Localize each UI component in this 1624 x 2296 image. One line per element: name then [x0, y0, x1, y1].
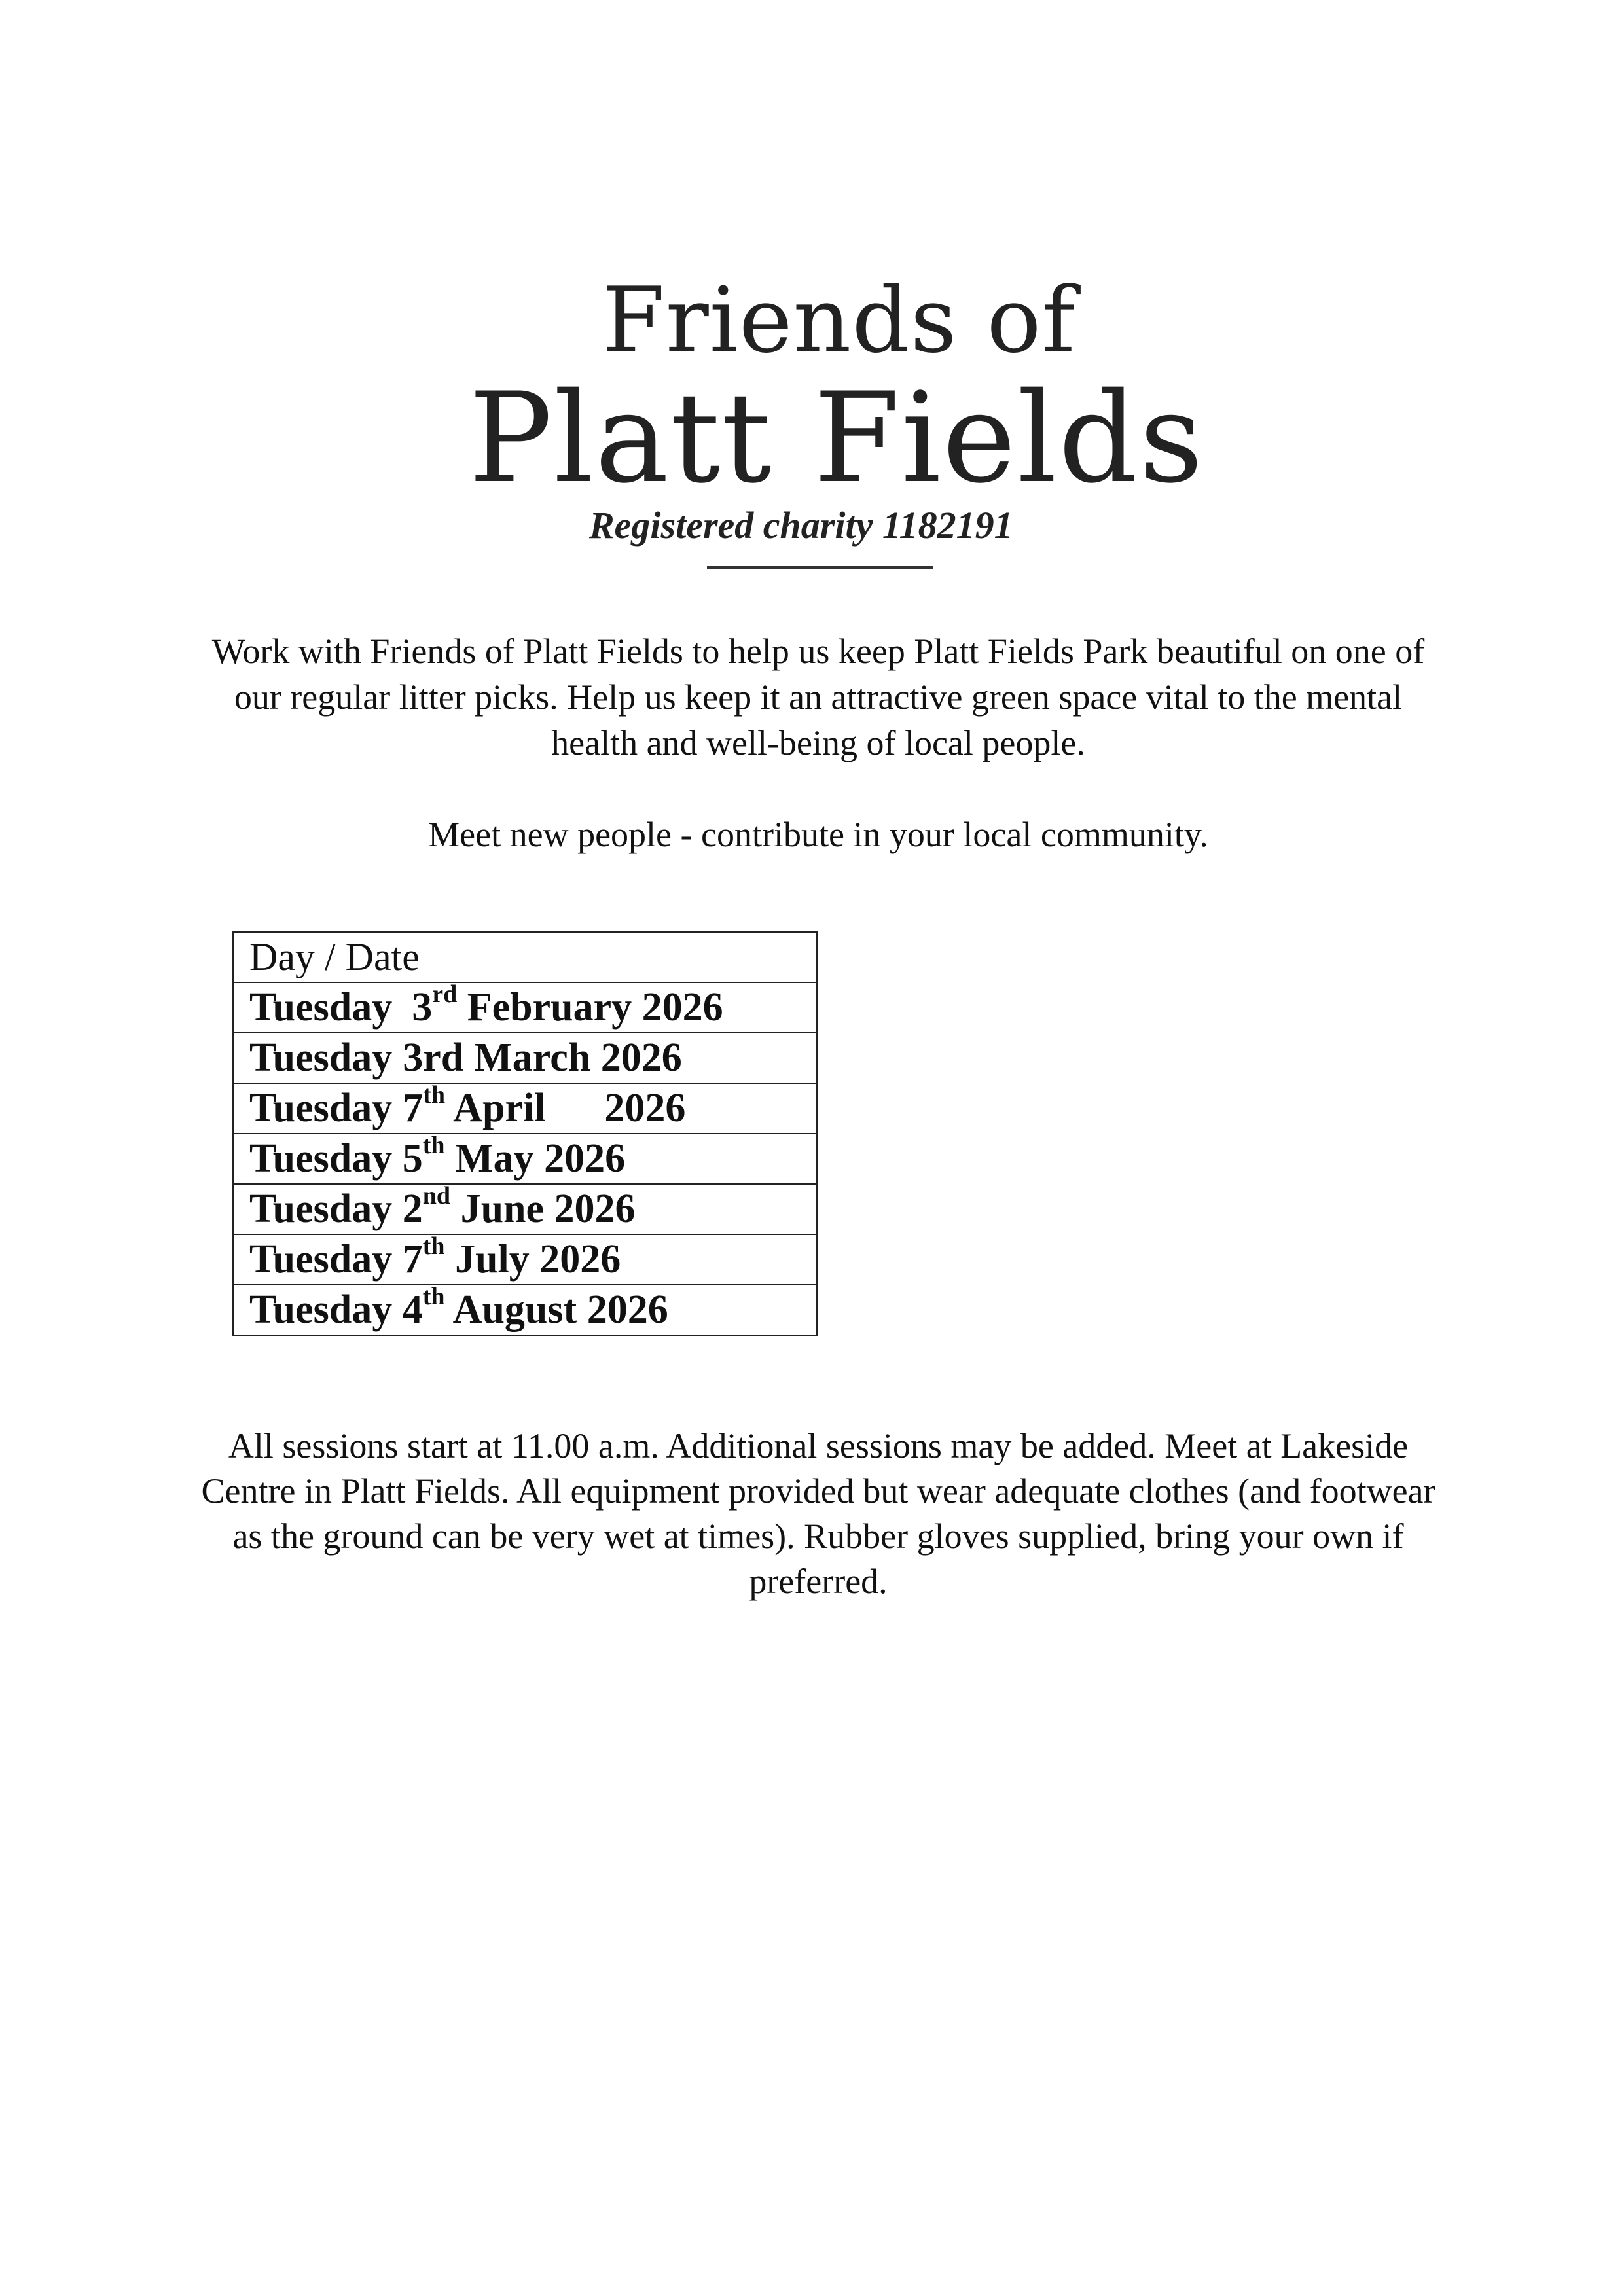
table-header-row	[233, 932, 817, 982]
date-month: June	[460, 1187, 545, 1231]
date-day: Tuesday	[249, 1035, 393, 1080]
date-month: May	[455, 1136, 534, 1181]
date-cell	[233, 982, 817, 1033]
date-month: July	[455, 1237, 530, 1282]
date-suffix: th	[423, 1081, 446, 1109]
table-row	[233, 1184, 817, 1234]
date-suffix: th	[422, 1283, 445, 1311]
date-number: 3	[412, 985, 433, 1030]
date-day: Tuesday	[249, 1187, 393, 1231]
date-number: 7	[402, 1237, 423, 1282]
date-suffix: rd	[432, 980, 458, 1009]
date-year: 2026	[586, 1287, 668, 1332]
date-cell	[233, 1285, 817, 1335]
intro-block	[190, 628, 1447, 766]
date-month: April	[453, 1086, 546, 1130]
date-day: Tuesday	[249, 1237, 393, 1282]
date-cell	[233, 1234, 817, 1285]
date-number: 5	[402, 1136, 423, 1181]
date-day: Tuesday	[249, 1086, 393, 1130]
date-suffix: th	[422, 1132, 445, 1160]
date-suffix: th	[422, 1232, 445, 1261]
date-cell	[233, 1134, 817, 1184]
date-month: March	[474, 1035, 591, 1080]
date-cell	[233, 1033, 817, 1083]
date-cell	[233, 1083, 817, 1134]
table-row	[233, 1033, 817, 1083]
date-month: February	[467, 985, 632, 1030]
date-year: 2026	[539, 1237, 621, 1282]
date-day: Tuesday	[249, 1136, 393, 1181]
date-year: 2026	[604, 1086, 686, 1130]
date-number: 4	[402, 1287, 423, 1332]
logo-registered-charity: Registered charity 1182191	[589, 504, 1013, 547]
logo-friends-of: Friends of	[602, 268, 1076, 373]
date-number: 7	[403, 1086, 424, 1130]
table-row	[233, 1234, 817, 1285]
date-number: 3rd	[403, 1035, 464, 1080]
date-year: 2026	[544, 1136, 626, 1181]
date-year: 2026	[554, 1187, 636, 1231]
date-day: Tuesday	[249, 1287, 393, 1332]
date-year: 2026	[600, 1035, 682, 1080]
date-suffix: nd	[422, 1182, 451, 1210]
table-row	[233, 982, 817, 1033]
table-row	[233, 1134, 817, 1184]
date-month: August	[452, 1287, 577, 1332]
intro-paragraph: Work with Friends of Platt Fields to help us keep Platt Fields Park beautiful on one of our regular litter picks. Help us keep it an attractive green space vital to the mental health and well-being of local people.	[211, 632, 1425, 762]
logo-divider	[707, 566, 933, 569]
charity-logo	[452, 268, 1204, 576]
logo-platt-fields: Platt Fields	[469, 366, 1204, 511]
date-year: 2026	[641, 985, 723, 1030]
date-cell	[233, 1184, 817, 1234]
table-row	[233, 1083, 817, 1134]
date-day: Tuesday	[249, 985, 393, 1030]
table-header-cell: Day / Date	[233, 932, 817, 982]
meet-people-line: Meet new people - contribute in your local community.	[428, 815, 1208, 854]
table-row	[233, 1285, 817, 1335]
litter-pick-dates-table	[232, 931, 818, 1336]
session-details-paragraph: All sessions start at 11.00 a.m. Additional sessions may be added. Meet at Lakeside Centre in Platt Fields. All equipment provided but wear adequate clothes (and footwear as the ground can be very wet at times). Rubber gloves supplied, bring your own if preferred.	[201, 1426, 1435, 1601]
date-number: 2	[402, 1187, 423, 1231]
